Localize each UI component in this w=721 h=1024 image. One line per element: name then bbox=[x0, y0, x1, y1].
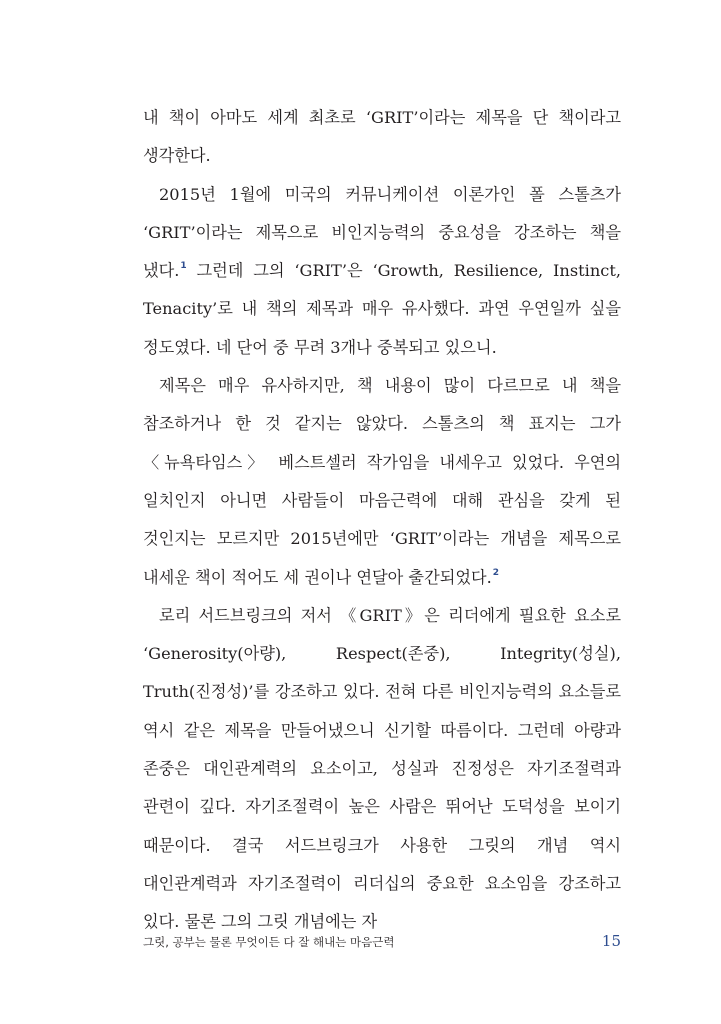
paragraph-1: 내 책이 아마도 세계 최초로 ‘GRIT’이라는 제목을 단 책이라고 생각한다. bbox=[143, 108, 621, 166]
footnote-marker-1[interactable]: 1 bbox=[180, 261, 187, 272]
page-number: 15 bbox=[601, 932, 621, 950]
running-title: 그릿, 공부는 물론 무엇이든 다 잘 해내는 마음근력 bbox=[143, 935, 395, 949]
body-text bbox=[143, 99, 621, 942]
paragraph-4: 로리 서드브링크의 저서 《GRIT》은 리더에게 필요한 요소로 ‘Generosity(아량), Respect(존중), Integrity(성실), Truth(진정성)’를 강조하고 있다. 전혀 다른 비인지능력의 요소들로 역시 같은 제목을 만들어냈으니 신기할 따름이다. 그런데 아량과 존중은 대인관계력의 요소이고, 성실과 진정성은 자기조절력과 관련이 깊다. 자기조절력이 높은 사람은 뛰어난 도덕성을 보이기 때문이다. 결국 서드브링크가 사용한 그릿의 개념 역시 대인관계력과 자기조절력이 리더십의 중요한 요소임을 강조하고 있다. 물론 그의 그릿 개념에는 자 bbox=[143, 605, 621, 932]
paragraph-2: 2015년 1월에 미국의 커뮤니케이션 이론가인 폴 스톨츠가 ‘GRIT’이라는 제목으로 비인지능력의 중요성을 강조하는 책을 냈다.$^1$ 그런데 그의 ‘GRIT’은 ‘Growth, Resilience, Instinct, Tenacity’로 내 책의 제목과 매우 유사했다. 과연 우연일까 싶을 정도였다. 네 단어 중 무려 3개나 중복되고 있으니. bbox=[143, 184, 621, 357]
footnote-marker-2[interactable]: 2 bbox=[492, 567, 500, 578]
page-footer bbox=[143, 932, 621, 952]
paragraph-3: 제목은 매우 유사하지만, 책 내용이 많이 다르므로 내 책을 참조하거나 한 것 같지는 않았다. 스톨츠의 책 표지는 그가 〈뉴욕타임스〉 베스트셀러 작가임을 내세우고 있었다. 우연의 일치인지 아니면 사람들이 마음근력에 대해 관심을 갖게 된 것인지는 모르지만 2015년에만 ‘GRIT’이라는 개념을 제목으로 내세운 책이 적어도 세 권이나 연달아 출간되었다.$^2$ bbox=[143, 376, 621, 587]
